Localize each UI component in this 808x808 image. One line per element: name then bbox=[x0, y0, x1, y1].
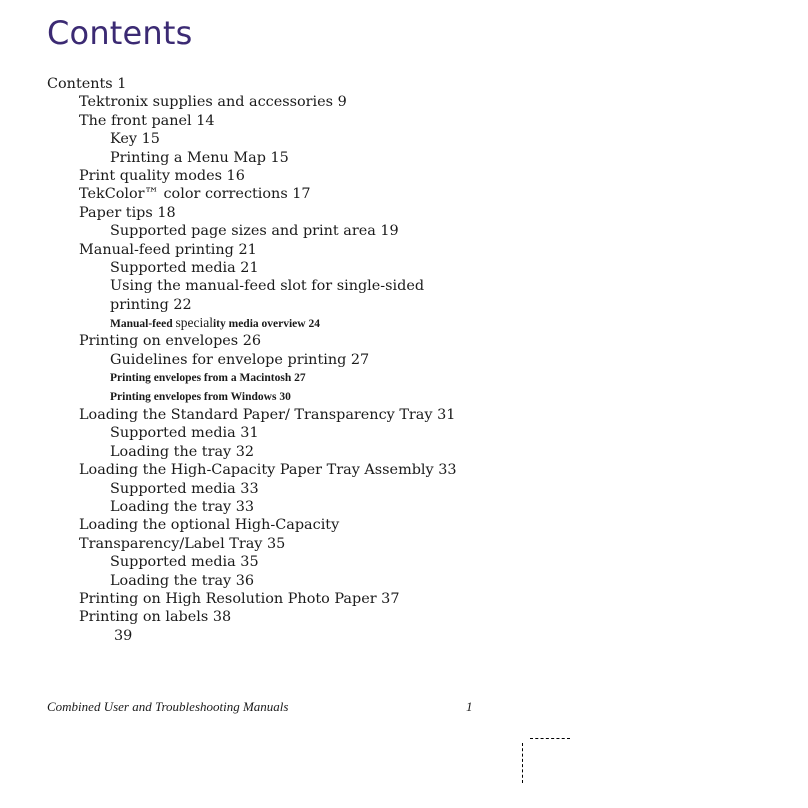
toc-entry[interactable]: 39 bbox=[114, 627, 133, 644]
footer-document-title: Combined User and Troubleshooting Manuals bbox=[47, 699, 289, 714]
toc-entry[interactable]: Printing on envelopes 26 bbox=[79, 333, 262, 350]
toc-entry[interactable]: Supported page sizes and print area 19 bbox=[110, 223, 399, 240]
toc-entry-text-mixed: special bbox=[175, 315, 213, 331]
toc-entry[interactable]: Tektronix supplies and accessories 9 bbox=[79, 94, 347, 111]
toc-entry[interactable]: Supported media 33 bbox=[110, 480, 259, 497]
toc-entry[interactable]: Supported media 31 bbox=[110, 425, 259, 442]
toc-entry[interactable]: Contents 1 bbox=[47, 76, 127, 92]
toc-entry[interactable]: Printing on High Resolution Photo Paper 37 bbox=[79, 590, 400, 607]
toc-entry[interactable]: Supported media 35 bbox=[110, 554, 259, 571]
page-title: Contents bbox=[47, 14, 193, 52]
toc-entry[interactable]: Guidelines for envelope printing 27 bbox=[110, 351, 370, 368]
toc-entry[interactable]: Supported media 21 bbox=[110, 259, 259, 276]
table-of-contents bbox=[47, 75, 567, 645]
crop-mark-horizontal bbox=[530, 738, 570, 739]
toc-entry-text-tail: ity media overview 24 bbox=[212, 318, 320, 331]
toc-entry[interactable]: Loading the tray 33 bbox=[110, 498, 255, 515]
crop-mark-vertical bbox=[522, 743, 523, 783]
toc-entry[interactable]: Loading the Standard Paper/ Transparency Tray 31 bbox=[79, 407, 456, 424]
toc-entry[interactable]: Printing a Menu Map 15 bbox=[110, 149, 289, 166]
toc-entry[interactable]: Paper tips 18 bbox=[79, 204, 176, 221]
toc-entry[interactable] bbox=[47, 314, 567, 332]
toc-entry[interactable]: Printing envelopes from Windows 30 bbox=[110, 390, 291, 403]
toc-entry[interactable]: Loading the optional High-Capacity bbox=[79, 517, 340, 534]
toc-entry[interactable]: TekColor™ color corrections 17 bbox=[79, 186, 311, 203]
toc-entry[interactable]: Printing on labels 38 bbox=[79, 609, 232, 626]
toc-entry[interactable]: Using the manual-feed slot for single-sided bbox=[110, 278, 425, 295]
toc-entry[interactable]: Print quality modes 16 bbox=[79, 167, 245, 184]
toc-entry-text: Manual-feed bbox=[110, 318, 176, 331]
toc-entry[interactable]: Transparency/Label Tray 35 bbox=[79, 535, 286, 552]
toc-entry[interactable]: Loading the tray 36 bbox=[110, 572, 255, 589]
toc-entry[interactable]: Key 15 bbox=[110, 131, 160, 148]
toc-entry[interactable]: The front panel 14 bbox=[79, 112, 215, 129]
toc-entry[interactable]: Loading the tray 32 bbox=[110, 443, 255, 460]
footer-page-number: 1 bbox=[466, 699, 473, 714]
toc-entry[interactable]: Printing envelopes from a Macintosh 27 bbox=[110, 372, 306, 385]
toc-entry[interactable]: Loading the High-Capacity Paper Tray Assembly 33 bbox=[79, 462, 457, 479]
toc-entry[interactable]: printing 22 bbox=[110, 296, 192, 313]
toc-entry[interactable]: Manual-feed printing 21 bbox=[79, 241, 257, 258]
